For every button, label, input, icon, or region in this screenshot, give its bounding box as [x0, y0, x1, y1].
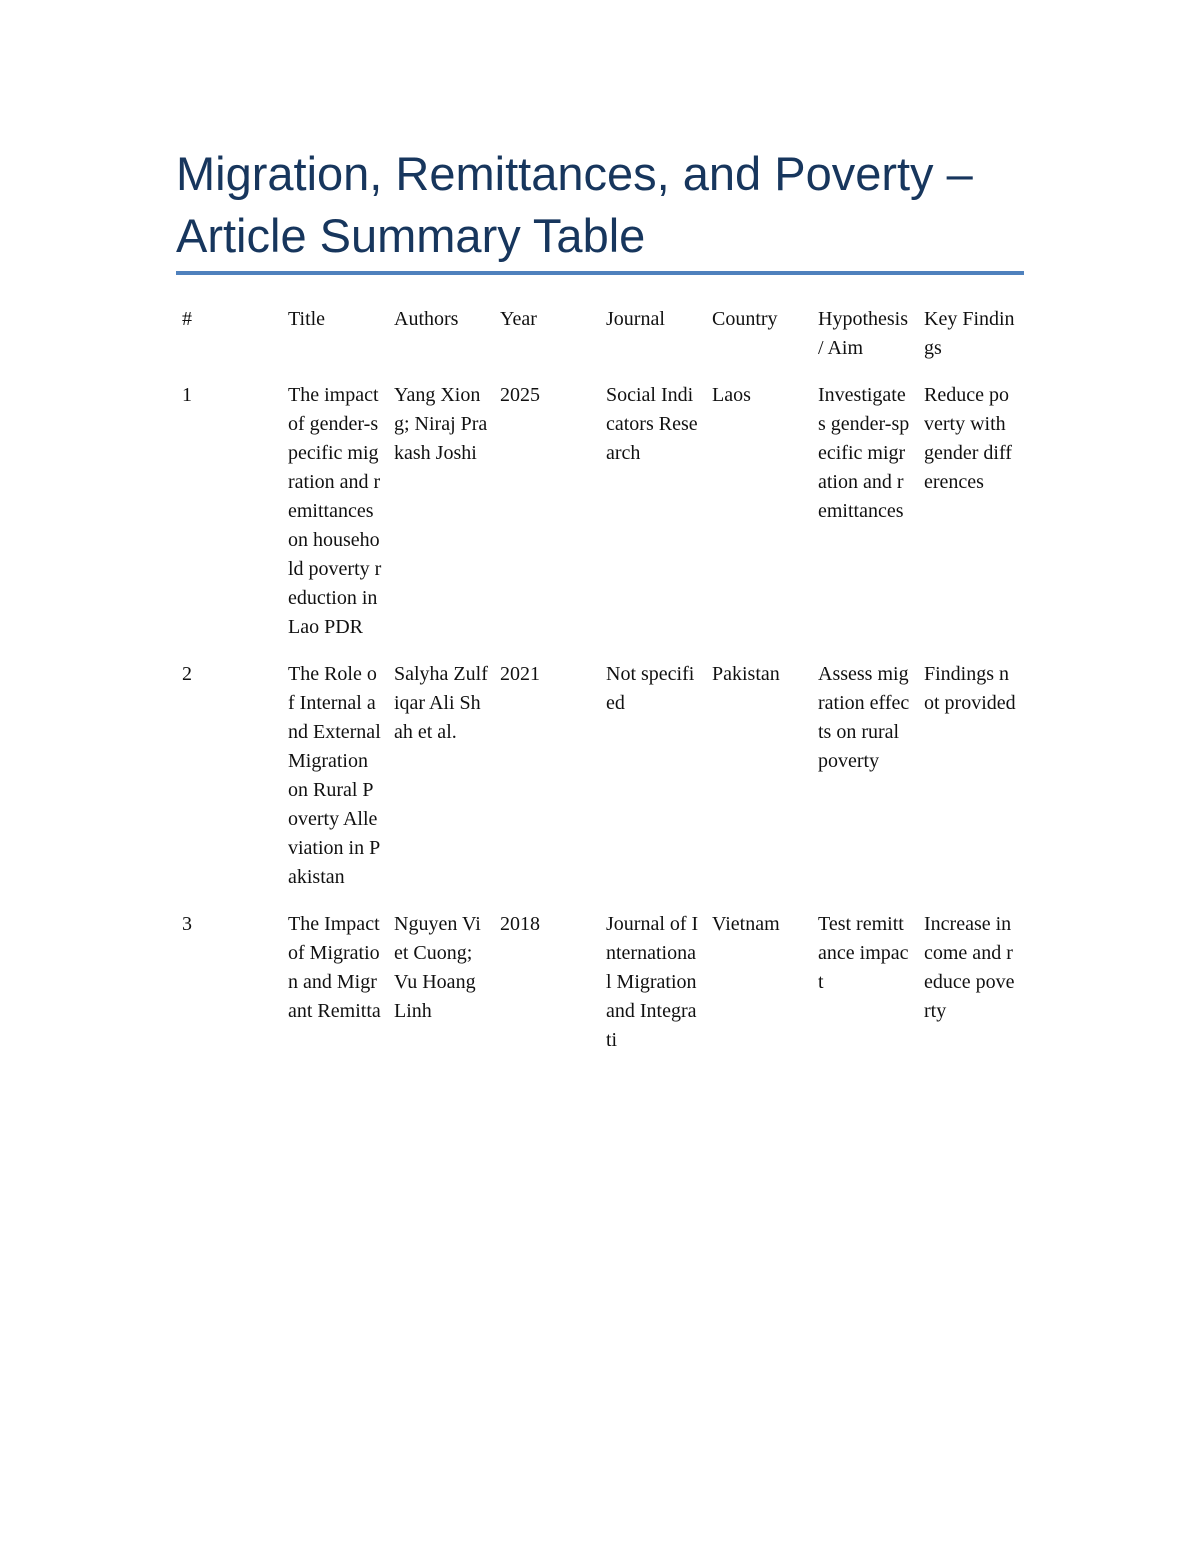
page-title: Migration, Remittances, and Poverty – Article Summary Table — [176, 147, 973, 262]
cell-journal: Social Indicators Research — [606, 384, 698, 464]
table-header-row — [176, 305, 1024, 381]
cell-hypothesis: Test remittance impact — [818, 913, 909, 993]
cell-year: 2018 — [500, 913, 540, 935]
table-row — [176, 381, 1024, 660]
cell-year: 2021 — [500, 663, 540, 685]
header-hypothesis: Hypothesis / Aim — [818, 308, 908, 359]
header-year: Year — [500, 308, 537, 330]
cell-journal: Not specified — [606, 663, 695, 714]
cell-title: The Role of Internal and External Migration on Rural Poverty Alleviation in Pakistan — [288, 663, 381, 888]
cell-country: Pakistan — [712, 663, 780, 685]
cell-title: The Impact of Migration and Migrant Remitta — [288, 913, 381, 1022]
cell-hypothesis: Assess migration effects on rural poverty — [818, 663, 910, 772]
cell-authors: Yang Xiong; Niraj Prakash Joshi — [394, 384, 488, 464]
header-title: Title — [288, 308, 326, 330]
cell-authors: Nguyen Viet Cuong; Vu Hoang Linh — [394, 913, 481, 1022]
cell-key-findings: Increase income and reduce poverty — [924, 913, 1015, 1022]
table-row — [176, 910, 1024, 1073]
table-row — [176, 660, 1024, 910]
cell-number: 1 — [182, 384, 192, 406]
header-journal: Journal — [606, 308, 665, 330]
cell-hypothesis: Investigates gender-specific migration and remittances — [818, 384, 910, 522]
header-authors: Authors — [394, 308, 459, 330]
header-number: # — [182, 308, 192, 330]
cell-country: Vietnam — [712, 913, 780, 935]
header-country: Country — [712, 308, 778, 330]
header-key-findings: Key Findings — [924, 308, 1015, 359]
article-summary-table — [176, 305, 1024, 1073]
cell-number: 2 — [182, 663, 192, 685]
cell-title: The impact of gender-specific migration and remittances on household poverty reduction in Lao PDR — [288, 384, 382, 638]
cell-year: 2025 — [500, 384, 540, 406]
cell-key-findings: Reduce poverty with gender differences — [924, 384, 1012, 493]
title-divider — [176, 271, 1024, 275]
cell-country: Laos — [712, 384, 751, 406]
cell-authors: Salyha Zulfiqar Ali Shah et al. — [394, 663, 488, 743]
cell-number: 3 — [182, 913, 192, 935]
cell-journal: Journal of International Migration and Integrati — [606, 913, 699, 1051]
cell-key-findings: Findings not provided — [924, 663, 1016, 714]
